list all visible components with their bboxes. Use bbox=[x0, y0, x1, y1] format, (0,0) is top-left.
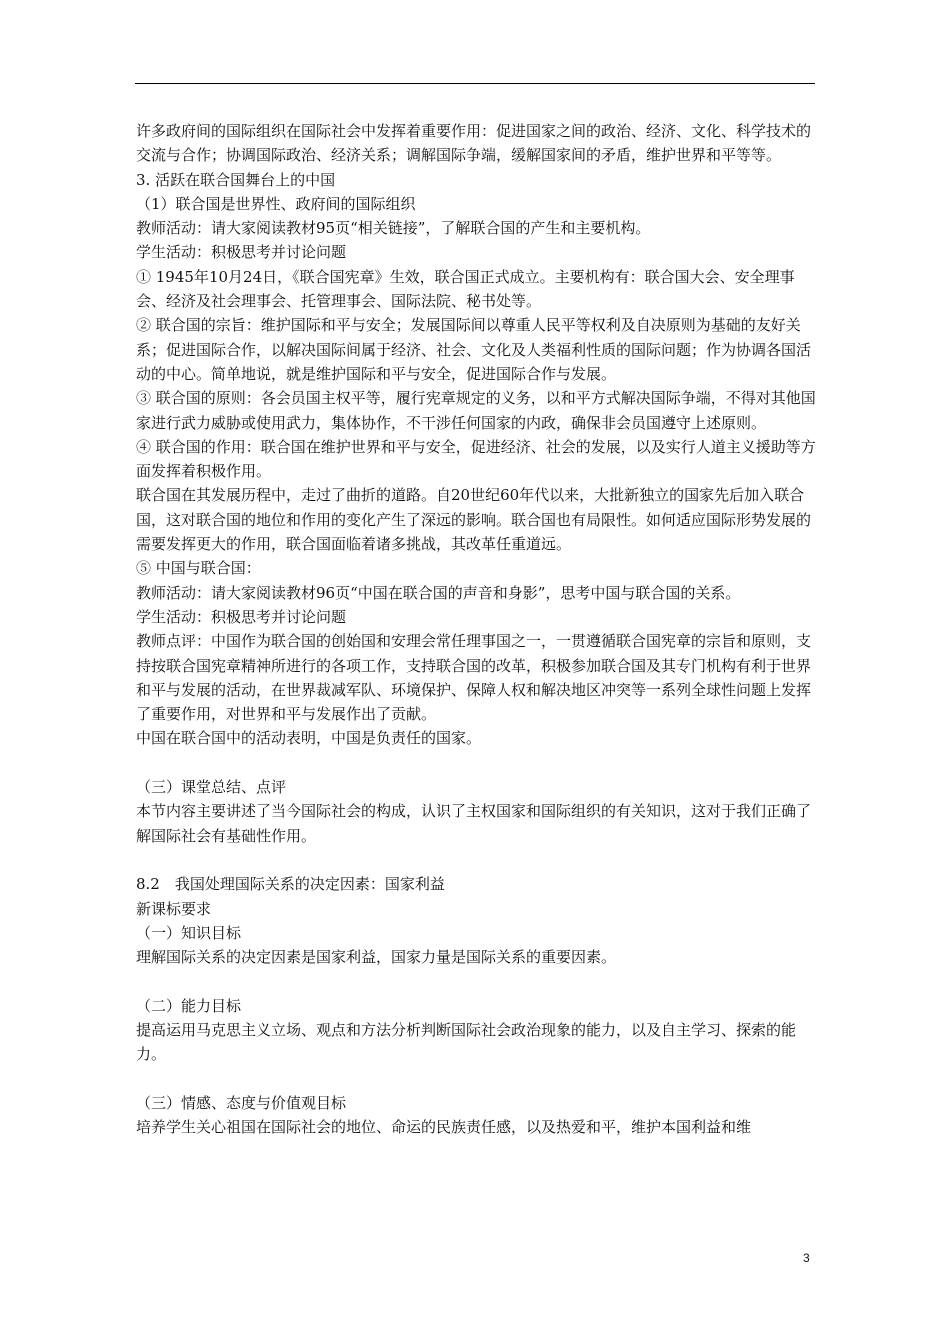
paragraph: 本节内容主要讲述了当今国际社会的构成，认识了主权国家和国际组织的有关知识，这对于我们正确了解国际社会有基础性作用。 bbox=[136, 802, 812, 845]
page-body bbox=[136, 119, 816, 1139]
blank-line bbox=[136, 1067, 816, 1091]
paragraph: 联合国在其发展历程中，走过了曲折的道路。自20世纪60年代以来，大批新独立的国家先后加入联合国，这对联合国的地位和作用的变化产生了深远的影响。联合国也有局限性。如何适应国际形势发展的需要发挥更大的作用，联合国面临着诸多挑战，其改革任重道远。 bbox=[136, 486, 812, 554]
blank-line bbox=[136, 848, 816, 872]
blank-line bbox=[136, 751, 816, 775]
subsection-heading: （二）能力目标 bbox=[136, 996, 242, 1015]
list-item: ① 1945年10月24日，《联合国宪章》生效，联合国正式成立。主要机构有：联合国大会、安全理事会、经济及社会理事会、托管理事会、国际法院、秘书处等。 bbox=[136, 267, 795, 311]
subsection-heading: （一）知识目标 bbox=[136, 923, 242, 942]
page-number: 3 bbox=[803, 1251, 810, 1265]
list-item: ⑤ 中国与联合国： bbox=[136, 559, 261, 578]
paragraph: 中国在联合国中的活动表明，中国是负责任的国家。 bbox=[136, 729, 482, 748]
paragraph: 教师活动：请大家阅读教材95页“相关链接”，了解联合国的产生和主要机构。 bbox=[136, 219, 651, 238]
section-heading: 8.2 我国处理国际关系的决定因素：国家利益 bbox=[136, 875, 445, 894]
list-item: ④ 联合国的作用：联合国在维护世界和平与安全，促进经济、社会的发展，以及实行人道主义援助等方面发挥着积极作用。 bbox=[136, 437, 816, 481]
blank-line bbox=[136, 969, 816, 993]
subsection-heading: （1）联合国是世界性、政府间的国际组织 bbox=[136, 194, 416, 213]
paragraph: 许多政府间的国际组织在国际社会中发挥着重要作用：促进国家之间的政治、经济、文化、科学技术的交流与合作；协调国际政治、经济关系；调解国际争端，缓解国家间的矛盾，维护世界和平等等。 bbox=[136, 122, 812, 165]
section-heading: （三）课堂总结、点评 bbox=[136, 778, 287, 797]
paragraph: 学生活动：积极思考并讨论问题 bbox=[136, 607, 347, 626]
list-item: ② 联合国的宗旨：维护国际和平与安全；发展国际间以尊重人民平等权利及自决原则为基础的友好关系；促进国际合作，以解决国际间属于经济、社会、文化及人类福利性质的国际问题；作为协调各国活动的中心。简单地说，就是维护国际和平与安全，促进国际合作与发展。 bbox=[136, 316, 812, 383]
paragraph: 理解国际关系的决定因素是国家利益，国家力量是国际关系的重要因素。 bbox=[136, 948, 617, 967]
paragraph: 提高运用马克思主义立场、观点和方法分析判断国际社会政治现象的能力，以及自主学习、探索的能力。 bbox=[136, 1020, 797, 1064]
paragraph: 教师点评：中国作为联合国的创始国和安理会常任理事国之一，一贯遵循联合国宪章的宗旨和原则，支持按联合国宪章精神所进行的各项工作，支持联合国的改革，积极参加联合国及其专门机构有利于世界和平与发展的活动，在世界裁减军队、环境保护、保障人权和解决地区冲突等一系列全球性问题上发挥了重要作用，对世界和平与发展作出了贡献。 bbox=[136, 632, 812, 724]
list-item: ③ 联合国的原则：各会员国主权平等，履行宪章规定的义务，以和平方式解决国际争端，不得对其他国家进行武力威胁或使用武力，集体协作，不干涉任何国家的内政，确保非会员国遵守上述原则。 bbox=[136, 389, 816, 432]
paragraph: 教师活动：请大家阅读教材96页“中国在联合国的声音和身影”，思考中国与联合国的关系。 bbox=[136, 583, 741, 602]
subsection-heading: 新课标要求 bbox=[136, 899, 212, 918]
paragraph: 培养学生关心祖国在国际社会的地位、命运的民族责任感，以及热爱和平，维护本国利益和维 bbox=[136, 1118, 752, 1137]
header-rule bbox=[135, 83, 815, 84]
paragraph: 学生活动：积极思考并讨论问题 bbox=[136, 243, 347, 262]
subsection-heading: （三）情感、态度与价值观目标 bbox=[136, 1093, 347, 1112]
section-heading: 3. 活跃在联合国舞台上的中国 bbox=[136, 170, 336, 189]
